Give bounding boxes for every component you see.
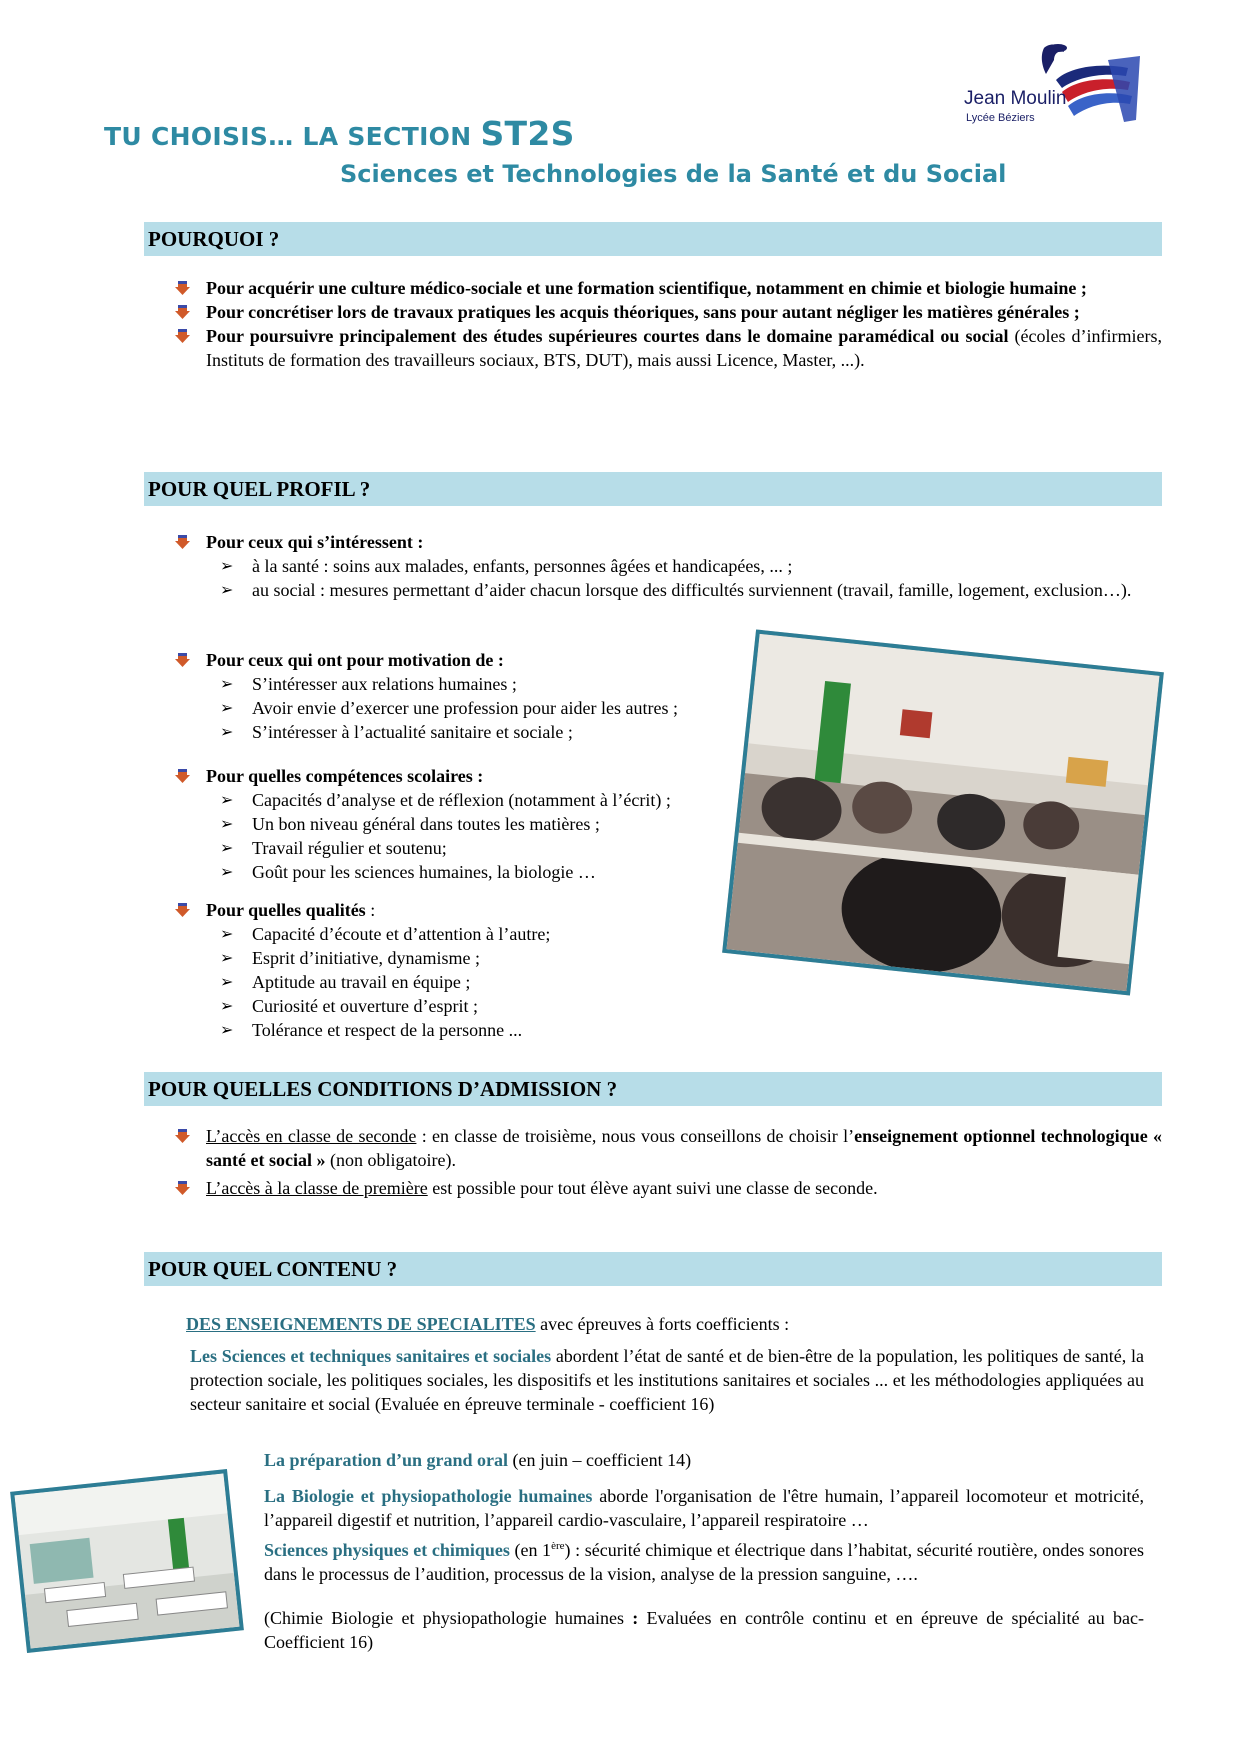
list-item: ➢ Capacités d’analyse et de réflexion (notamment à l’écrit) ; [220, 790, 671, 810]
section-heading-pourquoi: POURQUOI ? [144, 222, 1162, 256]
list-item: ➢ S’intéresser à l’actualité sanitaire et sociale ; [220, 722, 573, 742]
arrow-bullet-icon: ➢ [220, 580, 234, 599]
section-heading-admission: POUR QUELLES CONDITIONS D’ADMISSION ? [144, 1072, 1162, 1106]
arrow-bullet-icon: ➢ [220, 814, 234, 833]
list-item: ➢ Tolérance et respect de la personne ... [220, 1020, 523, 1040]
page-subtitle: Sciences et Technologies de la Santé et du Social [340, 160, 1007, 188]
arrow-bullet-icon: ➢ [220, 972, 234, 991]
paragraph-sts: Les Sciences et techniques sanitaires et sociales abordent l’état de santé et de bien-être de la population, les politiques de santé, la protection sociale, les politiques sociales, les dispositifs et les institutions sanitaires et sociales ... et les méthodologies appliquées au secteur sanitaire et social (Evaluée en épreuve terminale - coefficient 16) [190, 1346, 1144, 1414]
paragraph-evaluation: (Chimie Biologie et physiopathologie humaines : Evaluées en contrôle continu et en épreuve de spécialité au bac- Coefficient 16) [264, 1608, 1144, 1652]
list-item: ➢ Goût pour les sciences humaines, la biologie … [220, 862, 596, 882]
paragraph-grand-oral: La préparation d’un grand oral (en juin – coefficient 14) [264, 1450, 692, 1470]
arrow-bullet-icon: ➢ [220, 1020, 234, 1039]
list-item: Pour poursuivre principalement des études supérieures courtes dans le domaine paramédical ou social (écoles d’infirmiers, Instituts de formation des travailleurs sociaux, BTS, DUT), mais aussi Licence, Master, ...). [144, 324, 1162, 372]
arrow-bullet-icon: ➢ [220, 790, 234, 809]
section-admission [144, 1124, 1162, 1200]
list-item: L’accès à la classe de première est possible pour tout élève ayant suivi une classe de seconde. [144, 1176, 1162, 1200]
list-item: ➢ S’intéresser aux relations humaines ; [220, 674, 517, 694]
list-item: ➢ Aptitude au travail en équipe ; [220, 972, 471, 992]
list-item: ➢ Avoir envie d’exercer une profession pour aider les autres ; [220, 698, 678, 718]
list-item: ➢ Curiosité et ouverture d’esprit ; [220, 996, 478, 1016]
profil-group-motivation: Pour ceux qui ont pour motivation de : ➢ S’intéresser aux relations humaines ; ➢ Avoir envie d’exercer une profession pour aider les autres ; ➢ S’intéresser à l’actualité sanitaire et sociale ; [144, 648, 784, 744]
section-heading-contenu: POUR QUEL CONTENU ? [144, 1252, 1162, 1286]
bullet-arrow-icon [174, 767, 191, 784]
arrow-bullet-icon: ➢ [220, 838, 234, 857]
arrow-bullet-icon: ➢ [220, 556, 234, 575]
profil-group-interets: Pour ceux qui s’intéressent : ➢ à la santé : soins aux malades, enfants, personnes âgées et handicapées, ... ; ➢ au social : mesures permettant d’aider chacun lorsque des difficultés surviennent (travail, famille, logement, exclusion…). [144, 530, 1162, 602]
list-item: ➢ Esprit d’initiative, dynamisme ; [220, 948, 480, 968]
bullet-arrow-icon [174, 1179, 191, 1196]
bullet-arrow-icon [174, 279, 191, 296]
classroom-illustration [727, 634, 1160, 991]
bullet-arrow-icon [174, 533, 191, 550]
bullet-arrow-icon [174, 651, 191, 668]
title-main: ST2S [480, 114, 575, 153]
arrow-bullet-icon: ➢ [220, 698, 234, 717]
lab-illustration [15, 1473, 240, 1648]
arrow-bullet-icon: ➢ [220, 862, 234, 881]
paragraph-sciences-physiques: Sciences physiques et chimiques (en 1ère) : sécurité chimique et électrique dans l’habitat, sécurité routière, ondes sonores dans le processus de l’audition, processus de la vision, analyse de la pression sanguine, …. [264, 1540, 1144, 1584]
bullet-arrow-icon [174, 303, 191, 320]
classroom-photo [722, 629, 1164, 995]
specialites-title: DES ENSEIGNEMENTS DE SPECIALITES avec épreuves à forts coefficients : [186, 1314, 790, 1334]
list-item: ➢ Travail régulier et soutenu; [220, 838, 447, 858]
paragraph-biologie: La Biologie et physiopathologie humaines aborde l'organisation de l'être humain, l’appareil locomoteur et motricité, l’appareil digestif et nutrition, l’appareil cardio-vasculaire, l’appareil respiratoire … [264, 1486, 1144, 1530]
logo-subtitle: Lycée Béziers [966, 112, 1035, 124]
list-item: ➢ Un bon niveau général dans toutes les matières ; [220, 814, 600, 834]
list-item: Pour acquérir une culture médico-sociale et une formation scientifique, notamment en chimie et biologie humaine ; [144, 276, 1162, 300]
lab-photo [10, 1469, 244, 1653]
section-heading-profil: POUR QUEL PROFIL ? [144, 472, 1162, 506]
profil-group-qualites: Pour quelles qualités : ➢ Capacité d’écoute et d’attention à l’autre; ➢ Esprit d’initiative, dynamisme ; ➢ Aptitude au travail en équipe ; ➢ Curiosité et ouverture d’esprit ; ➢ Tolérance et respect de la personne ... [144, 898, 784, 1042]
list-item: ➢ Capacité d’écoute et d’attention à l’autre; [220, 924, 551, 944]
profil-group-competences: Pour quelles compétences scolaires : ➢ Capacités d’analyse et de réflexion (notamment à l’écrit) ; ➢ Un bon niveau général dans toutes les matières ; ➢ Travail régulier et soutenu; ➢ Goût pour les sciences humaines, la biologie … [144, 764, 784, 884]
arrow-bullet-icon: ➢ [220, 924, 234, 943]
title-prefix: TU CHOISIS… LA SECTION [104, 122, 472, 151]
bullet-arrow-icon [174, 901, 191, 918]
list-item: ➢ à la santé : soins aux malades, enfants, personnes âgées et handicapées, ... ; [220, 556, 793, 576]
page-title [104, 114, 575, 153]
list-item: L’accès en classe de seconde : en classe de troisième, nous vous conseillons de choisir l’enseignement optionnel technologique « santé et social » (non obligatoire). [144, 1124, 1162, 1172]
bullet-arrow-icon [174, 327, 191, 344]
list-item: Pour concrétiser lors de travaux pratiques les acquis théoriques, sans pour autant négliger les matières générales ; [144, 300, 1162, 324]
arrow-bullet-icon: ➢ [220, 996, 234, 1015]
bullet-arrow-icon [174, 1127, 191, 1144]
arrow-bullet-icon: ➢ [220, 674, 234, 693]
arrow-bullet-icon: ➢ [220, 948, 234, 967]
arrow-bullet-icon: ➢ [220, 722, 234, 741]
school-logo [958, 40, 1158, 132]
section-pourquoi [144, 276, 1162, 372]
logo-name: Jean Moulin [964, 88, 1067, 109]
list-item: ➢ au social : mesures permettant d’aider chacun lorsque des difficultés surviennent (travail, famille, logement, exclusion…). [220, 580, 1132, 600]
